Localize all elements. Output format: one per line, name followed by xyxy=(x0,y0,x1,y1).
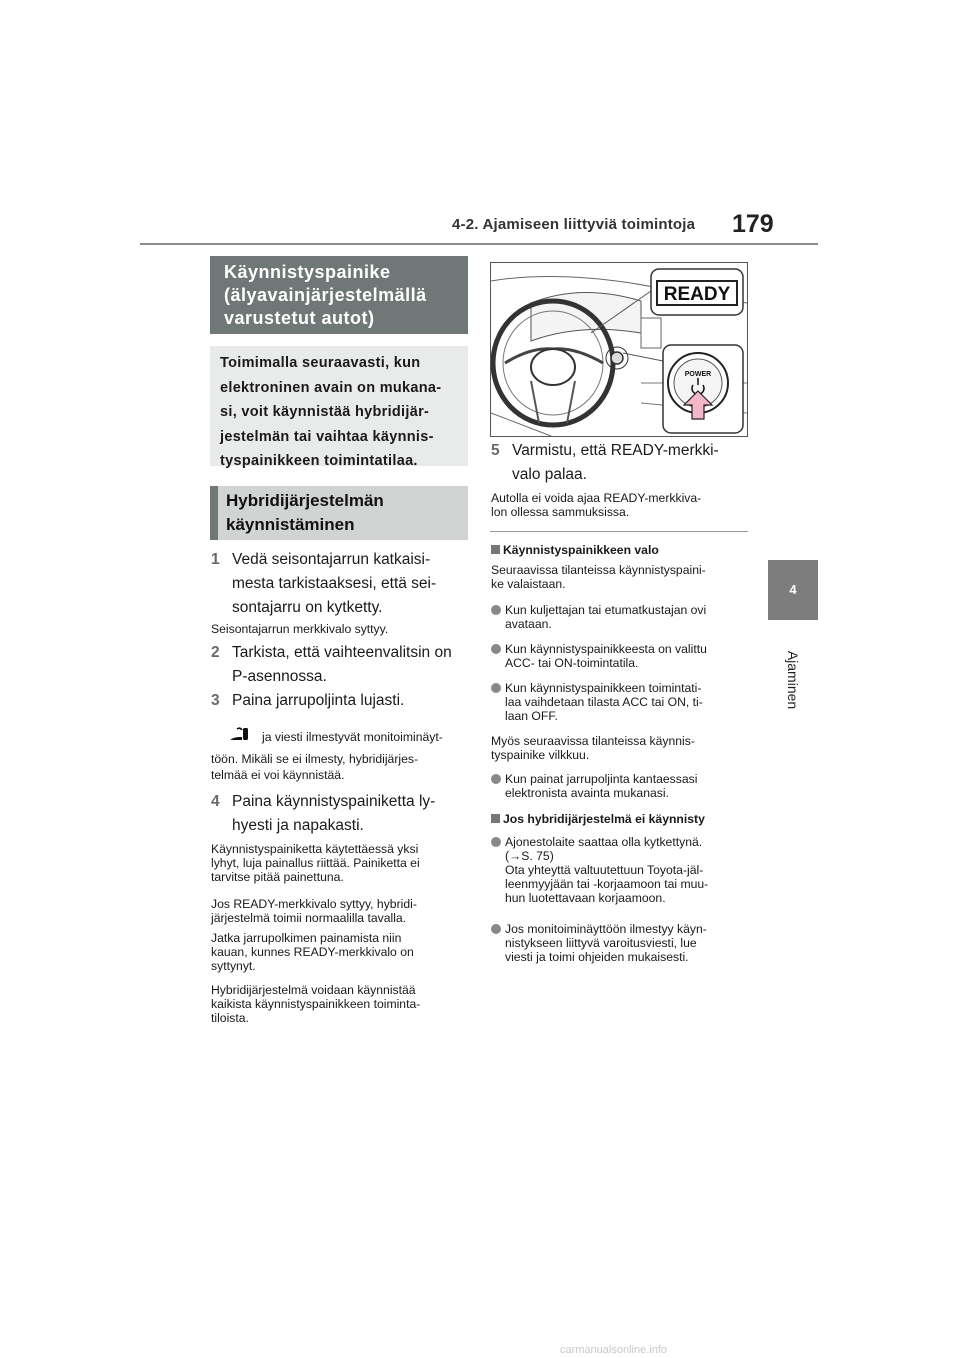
step-3-note-line: telmää ei voi käynnistää. xyxy=(211,768,345,782)
note-line: kauan, kunnes READY-merkkivalo on xyxy=(211,945,414,959)
step-4-line: Paina käynnistyspainiketta ly- xyxy=(232,793,436,810)
note-line: tarvitse pitää painettuna. xyxy=(211,870,344,884)
step-number: 1 xyxy=(211,551,220,568)
bullet-icon xyxy=(491,837,501,847)
step-number: 5 xyxy=(491,442,500,459)
step-1 xyxy=(211,548,471,616)
header-rule xyxy=(140,243,818,245)
step-2 xyxy=(211,641,471,685)
power-label: POWER xyxy=(684,371,712,378)
note-line: lyhyt, luja painallus riittää. Painiketta ei xyxy=(211,856,420,870)
step-1-line: sontajarru on kytketty. xyxy=(232,599,383,616)
bullet-icon xyxy=(491,605,501,615)
intro-line: jestelmän tai vaihtaa käynnis- xyxy=(220,428,434,445)
step-3-text: Paina jarrupoljinta lujasti. xyxy=(232,692,405,709)
note-line: Kun painat jarrupoljinta kantaessasi xyxy=(505,772,698,786)
square-bullet-icon xyxy=(491,545,500,554)
bullet-icon xyxy=(491,774,501,784)
note-line: syttynyt. xyxy=(211,959,256,973)
bullet-icon xyxy=(491,683,501,693)
step-5-line: Varmistu, että READY-merkki- xyxy=(512,442,719,459)
bullet-icon xyxy=(491,924,501,934)
note-line: viesti ja toimi ohjeiden mukaisesti. xyxy=(505,950,689,964)
step-5-line: valo palaa. xyxy=(512,466,587,483)
intro-line: tyspainikkeen toimintatilaa. xyxy=(220,453,418,469)
step-4-note xyxy=(211,931,414,973)
section-heading xyxy=(210,486,468,540)
note-line: nistykseen liittyvä varoitusviesti, lue xyxy=(505,936,697,950)
note-line: Autolla ei voida ajaa READY-merkkiva- xyxy=(491,491,702,505)
step-5-note xyxy=(491,491,701,519)
note-line: Jatka jarrupolkimen painamista niin xyxy=(211,931,402,945)
note-line: avataan. xyxy=(505,617,552,631)
chapter-tab: 4 xyxy=(768,560,818,620)
note-line: laa vaihdetaan tilasta ACC tai ON, ti- xyxy=(505,695,703,709)
note-line: elektronista avainta mukanasi. xyxy=(505,786,669,800)
step-4-note xyxy=(211,983,420,1025)
square-bullet-icon xyxy=(491,814,500,823)
note-line: Ajonestolaite saattaa olla kytkettynä. xyxy=(505,835,703,849)
note-line: tyspainike vilkkuu. xyxy=(491,748,590,762)
brake-pedal-indicator-icon xyxy=(228,726,252,742)
note-line: Myös seuraavissa tilanteissa käynnis- xyxy=(491,734,695,748)
step-1-line: Vedä seisontajarrun katkaisi- xyxy=(232,551,431,568)
step-number: 2 xyxy=(211,644,220,661)
subsection-title-text: Jos hybridijärjestelmä ei käynnisty xyxy=(503,812,705,826)
subsection-intro xyxy=(491,734,695,762)
step-4-line: hyesti ja napakasti. xyxy=(232,817,364,834)
note-line: Jos monitoiminäyttöön ilmestyy käyn- xyxy=(505,922,707,936)
watermark: carmanualsonline.info xyxy=(560,1344,668,1356)
step-4-note xyxy=(211,897,417,925)
note-line: lon ollessa sammuksissa. xyxy=(491,505,630,519)
page-number: 179 xyxy=(732,210,774,238)
note-line: ACC- tai ON-toimintatila. xyxy=(505,656,639,670)
note-line: Ota yhteyttä valtuutettuun Toyota-jäl- xyxy=(505,863,704,877)
step-3-note-line: töön. Mikäli se ei ilmesty, hybridijärjes- xyxy=(211,752,419,766)
column-divider xyxy=(490,531,748,532)
note-line: laan OFF. xyxy=(505,709,558,723)
note-line: Kun käynnistyspainikkeesta on valittu xyxy=(505,642,707,656)
step-2-line: Tarkista, että vaihteenvalitsin on xyxy=(232,644,452,661)
step-3 xyxy=(211,689,471,713)
chapter-label xyxy=(778,630,808,730)
step-4-note xyxy=(211,842,420,884)
note-line: Jos READY-merkkivalo syttyy, hybridi- xyxy=(211,897,417,911)
step-3-note-line: ja viesti ilmestyvät monitoiminäyt- xyxy=(262,730,443,744)
step-1-line: mesta tarkistaaksesi, että sei- xyxy=(232,575,437,592)
ready-label: READY xyxy=(663,284,731,305)
chapter-label-text: Ajaminen xyxy=(785,650,801,710)
step-4 xyxy=(211,790,471,834)
intro-line: si, voit käynnistää hybridijär- xyxy=(220,404,430,420)
intro-box xyxy=(210,346,468,469)
page-reference[interactable]: (→S. 75) xyxy=(505,849,554,863)
note-line: hun luotettavaan korjaamoon. xyxy=(505,891,666,905)
note-line: kaikista käynnistyspainikkeen toiminta- xyxy=(211,997,421,1011)
step-1-note: Seisontajarrun merkkivalo syttyy. xyxy=(211,622,389,636)
section-header: 4-2. Ajamiseen liittyviä toimintoja xyxy=(452,216,696,233)
step-number: 4 xyxy=(211,793,220,810)
section-heading-line: käynnistäminen xyxy=(226,515,355,534)
subsection-title-text: Käynnistyspainikkeen valo xyxy=(503,543,659,557)
note-line: Kun käynnistyspainikkeen toimintati- xyxy=(505,681,702,695)
note-line: Hybridijärjestelmä voidaan käynnistää xyxy=(211,983,416,997)
subsection-intro xyxy=(491,563,706,591)
step-5 xyxy=(491,439,751,483)
main-heading-line: Käynnistyspainike xyxy=(224,262,391,282)
step-2-line: P-asennossa. xyxy=(232,668,327,685)
step-number: 3 xyxy=(211,692,220,709)
section-heading-bar xyxy=(210,486,218,540)
main-heading-box xyxy=(210,256,468,334)
note-line: Seuraavissa tilanteissa käynnistyspaini- xyxy=(491,563,706,577)
intro-line: elektroninen avain on mukana- xyxy=(220,379,442,396)
main-heading-line: varustetut autot) xyxy=(224,308,375,328)
section-heading-line: Hybridijärjestelmän xyxy=(226,491,384,510)
note-line: leenmyyjään tai -korjaamoon tai muu- xyxy=(505,877,709,891)
note-line: ke valaistaan. xyxy=(491,577,566,591)
note-line: Käynnistyspainiketta käytettäessä yksi xyxy=(211,842,419,856)
note-line: järjestelmä toimii normaalilla tavalla. xyxy=(211,911,407,925)
dashboard-illustration xyxy=(490,262,748,437)
bullet-icon xyxy=(491,644,501,654)
main-heading-line: (älyavainjärjestelmällä xyxy=(224,285,427,305)
intro-line: Toimimalla seuraavasti, kun xyxy=(220,355,421,371)
note-line: tiloista. xyxy=(211,1011,249,1025)
subsection-title xyxy=(491,543,659,557)
note-line: Kun kuljettajan tai etumatkustajan ovi xyxy=(505,603,707,617)
subsection-title xyxy=(491,812,705,826)
